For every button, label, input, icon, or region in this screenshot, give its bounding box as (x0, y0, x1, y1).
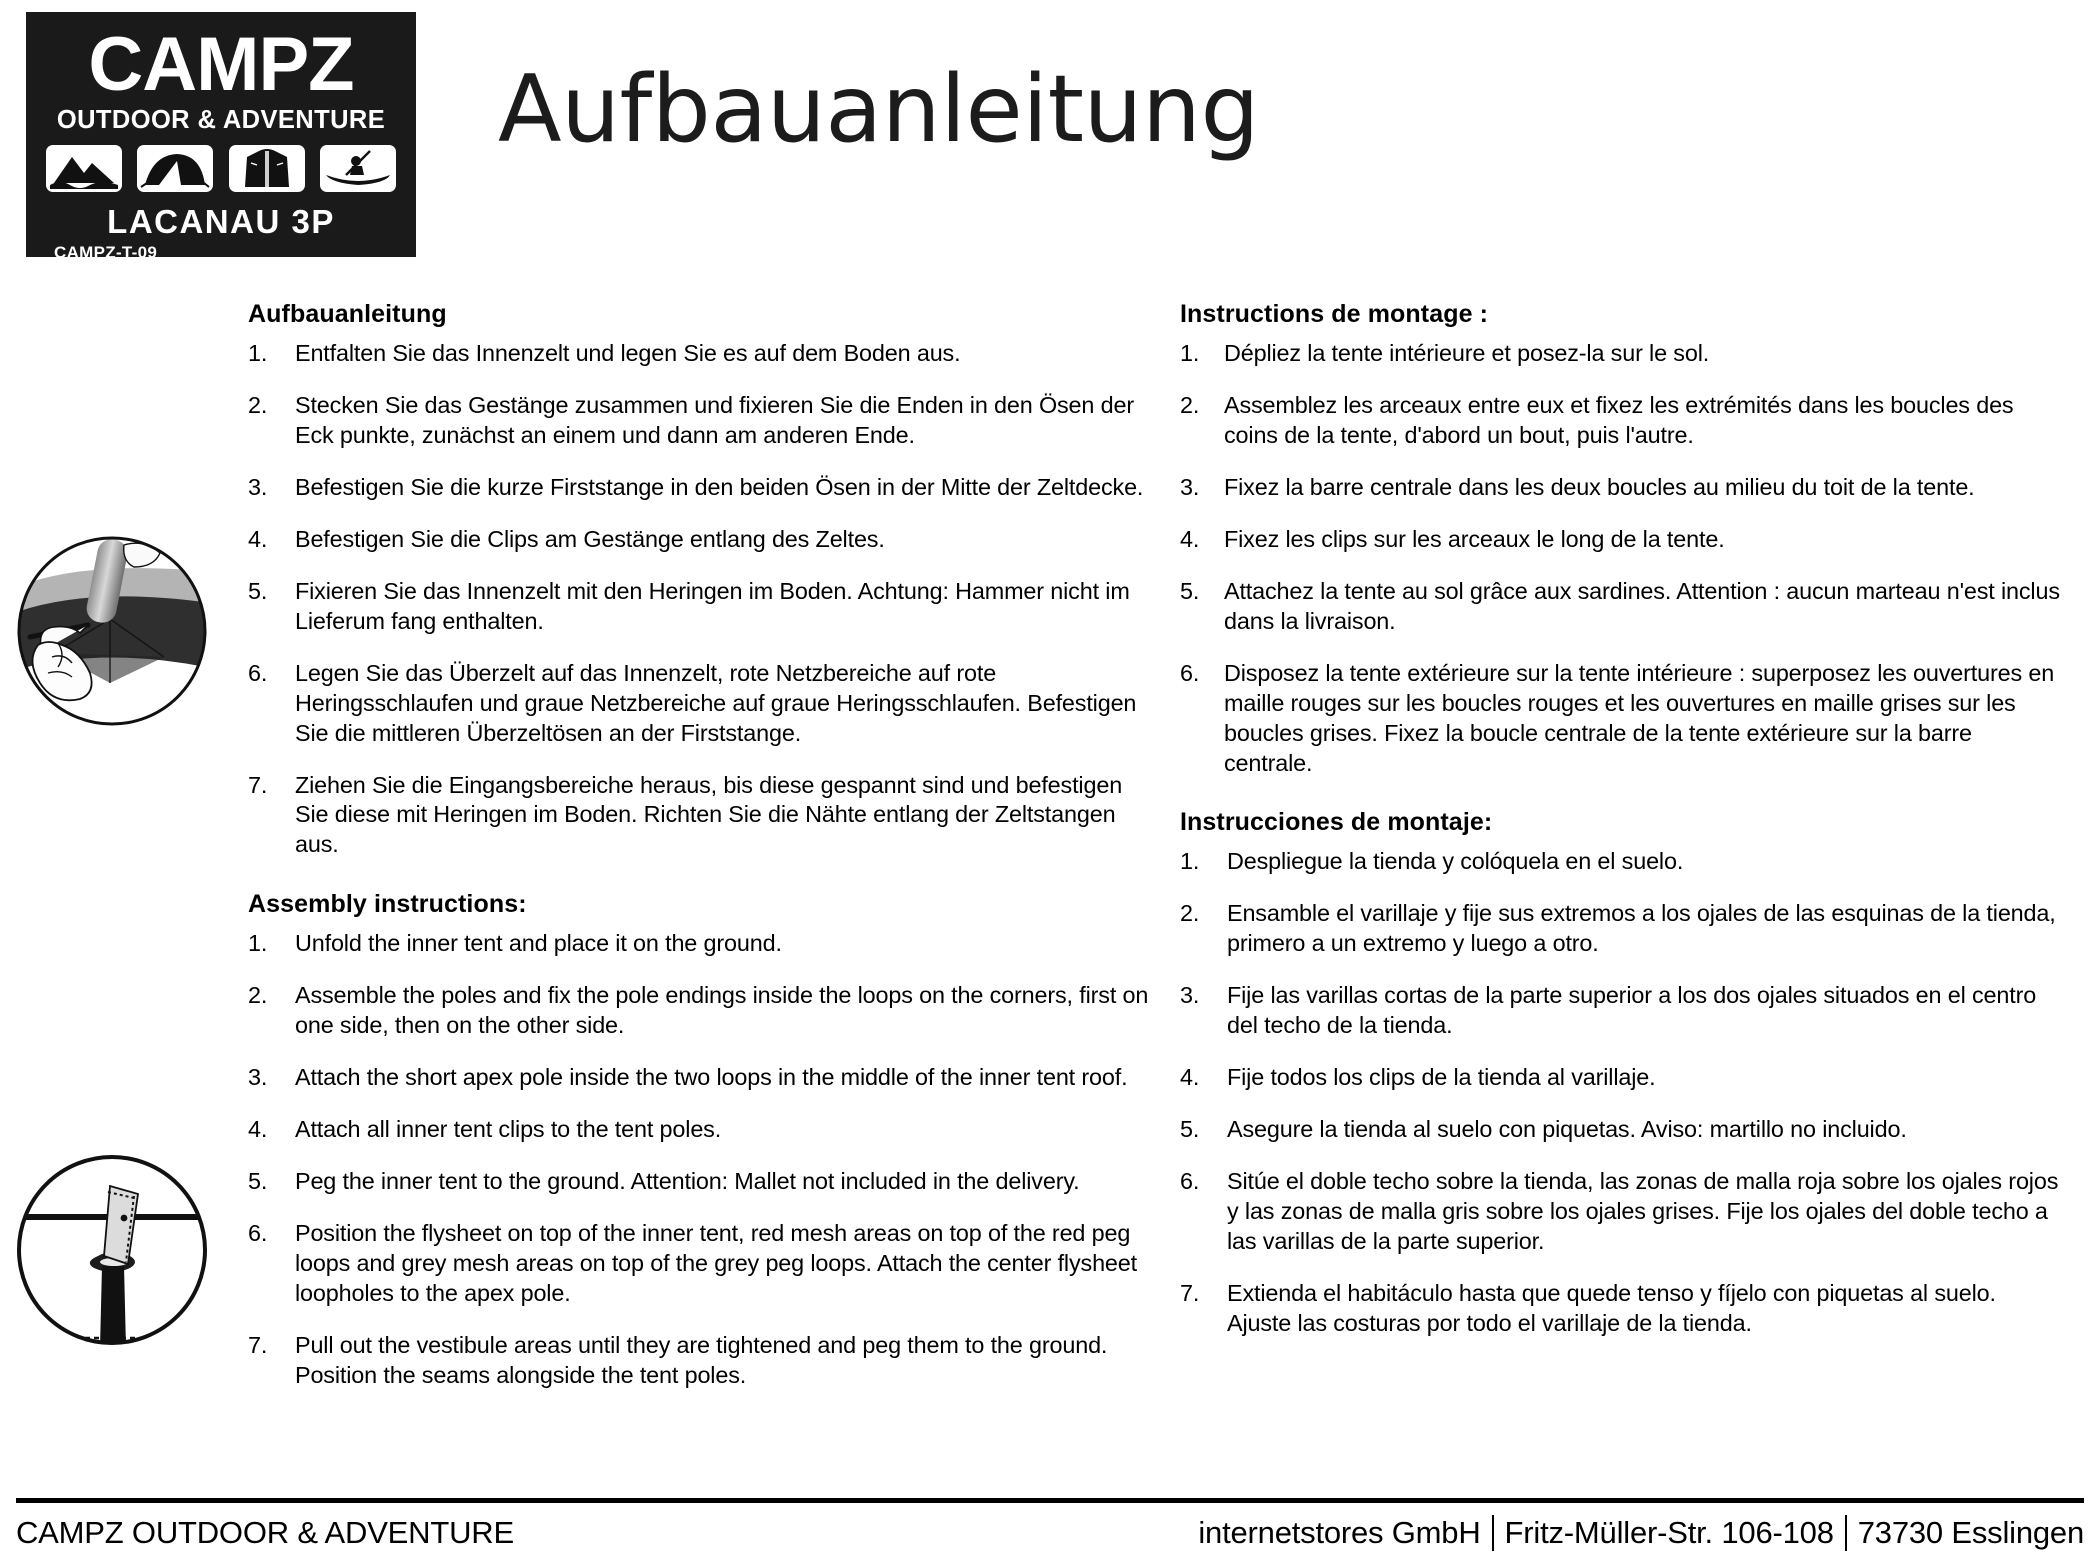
step-item (1180, 473, 2060, 503)
step-text: Attachez la tente au sol grâce aux sardines. Attention : aucun marteau n'est inclus dans la livraison. (1224, 577, 2060, 634)
steps-en (248, 929, 1158, 1390)
step-text: Fixieren Sie das Innenzelt mit den Heringen im Boden. Achtung: Hammer nicht im Lieferum fang enthalten. (295, 577, 1130, 634)
page-title: Aufbauanleitung (498, 55, 1259, 163)
step-text: Fije las varillas cortas de la parte superior a los dos ojales situados en el centro del techo de la tienda. (1227, 982, 2037, 1039)
step-number: 6. (248, 659, 268, 686)
steps-fr (1180, 339, 2060, 778)
step-item (1180, 525, 2060, 555)
step-text: Pull out the vestibule areas until they are tightened and peg them to the ground. Position the seams alongside the tent poles. (295, 1331, 1108, 1388)
step-item (1180, 391, 2060, 451)
step-number: 6. (1180, 659, 1200, 686)
page-header (0, 0, 2100, 270)
step-number: 2. (1180, 391, 1200, 418)
page-footer (16, 1510, 2084, 1555)
step-item (248, 1167, 1158, 1197)
logo-sku: CAMPZ-T-09 (54, 243, 158, 263)
left-column (248, 300, 1158, 1413)
step-item (1180, 1115, 2060, 1145)
jacket-icon (229, 145, 305, 192)
heading-es: Instrucciones de montaje: (1180, 808, 1493, 837)
step-number: 2. (248, 982, 268, 1009)
step-item (248, 525, 1158, 555)
step-item (1180, 981, 2060, 1041)
step-text: Dépliez la tente intérieure et posez-la sur le sol. (1224, 340, 1710, 366)
logo-pictogram-row (44, 145, 398, 192)
step-item (1180, 659, 2060, 779)
step-number: 7. (1180, 1280, 1200, 1307)
step-number: 1. (1180, 848, 1200, 875)
step-text: Fixez les clips sur les arceaux le long de la tente. (1224, 525, 1725, 552)
step-item (1180, 1279, 2060, 1339)
footer-company-details (1198, 1515, 2084, 1551)
pole-clip-attachment-illustration (14, 1152, 210, 1348)
logo-model-name: LACANAU 3P (107, 203, 335, 241)
step-text: Extienda el habitáculo hasta que quede tenso y fíjelo con piquetas al suelo. Ajuste las costuras por todo el varillaje de la tienda. (1227, 1280, 1996, 1336)
step-number: 3. (248, 1064, 268, 1091)
step-number: 5. (248, 577, 268, 604)
step-item (248, 929, 1158, 959)
step-number: 7. (248, 1331, 268, 1358)
footer-separator (1845, 1515, 1847, 1551)
step-text: Attach the short apex pole inside the two loops in the middle of the inner tent roof. (295, 1064, 1128, 1091)
heading-de: Aufbauanleitung (248, 300, 447, 328)
step-item (248, 473, 1158, 503)
step-text: Fixez la barre centrale dans les deux boucles au milieu du toit de la tente. (1224, 473, 1975, 500)
step-text: Befestigen Sie die Clips am Gestänge entlang des Zeltes. (295, 525, 885, 552)
step-number: 2. (1180, 900, 1200, 927)
step-number: 6. (1180, 1168, 1200, 1195)
step-text: Assemble the poles and fix the pole endings inside the loops on the corners, first on one side, then on the other side. (295, 982, 1149, 1039)
heading-fr: Instructions de montage : (1180, 300, 1489, 328)
step-number: 3. (248, 473, 268, 500)
step-item (248, 1331, 1158, 1391)
footer-divider (16, 1498, 2084, 1503)
campz-logo-block (26, 12, 416, 263)
step-text: Fije todos los clips de la tienda al varillaje. (1227, 1064, 1656, 1091)
step-number: 1. (1180, 340, 1200, 366)
step-item (248, 339, 1158, 369)
step-item (1180, 339, 2060, 369)
step-text: Ziehen Sie die Eingangsbereiche heraus, bis diese gespannt sind und befestigen Sie diese mit Heringen im Boden. Richten Sie die Nähte entlang der Zeltstangen aus. (295, 771, 1123, 858)
step-text: Attach all inner tent clips to the tent poles. (295, 1116, 722, 1143)
step-number: 4. (248, 525, 268, 552)
step-item (1180, 577, 2060, 637)
steps-es (1180, 847, 2060, 1338)
step-text: Legen Sie das Überzelt auf das Innenzelt, rote Netzbereiche auf rote Heringsschlaufen und graue Netzbereiche auf graue Heringsschlaufen. Befestigen Sie die mittleren Überzeltösen an der Firststange. (295, 659, 1137, 746)
step-number: 3. (1180, 982, 1200, 1009)
step-item (248, 577, 1158, 637)
mountains-icon (46, 145, 122, 192)
step-item (248, 1115, 1158, 1145)
step-text: Entfalten Sie das Innenzelt und legen Sie es auf dem Boden aus. (295, 340, 961, 366)
step-item (248, 1219, 1158, 1309)
step-text: Unfold the inner tent and place it on the ground. (295, 930, 782, 957)
step-item (248, 1063, 1158, 1093)
step-number: 7. (248, 771, 268, 798)
step-number: 5. (248, 1168, 268, 1195)
logo-tagline: OUTDOOR & ADVENTURE (56, 106, 386, 135)
step-text: Stecken Sie das Gestänge zusammen und fixieren Sie die Enden in den Ösen der Eck punkte, zunächst an einem und dann am anderen Ende. (295, 391, 1134, 448)
logo-wordmark: CAMPZ (88, 22, 354, 107)
footer-city: 73730 Esslingen (1857, 1514, 2084, 1550)
step-text: Despliegue la tienda y colóquela en el suelo. (1227, 848, 1684, 875)
apex-pole-attachment-illustration (14, 533, 210, 729)
step-item (248, 391, 1158, 451)
step-item (248, 981, 1158, 1041)
step-item (1180, 899, 2060, 959)
step-number: 4. (248, 1116, 268, 1143)
footer-brand: CAMPZ OUTDOOR & ADVENTURE (16, 1514, 514, 1550)
step-item (248, 771, 1158, 861)
step-number: 5. (1180, 577, 1200, 604)
footer-company: internetstores GmbH (1198, 1514, 1481, 1550)
footer-street: Fritz-Müller-Str. 106-108 (1504, 1514, 1834, 1550)
step-number: 5. (1180, 1116, 1200, 1143)
step-number: 4. (1180, 525, 1200, 552)
step-item (1180, 1167, 2060, 1257)
step-item (1180, 847, 2060, 877)
step-text: Ensamble el varillaje y fije sus extremos a los ojales de las esquinas de la tienda, primero a un extremo y luego a otro. (1227, 900, 2056, 957)
step-number: 6. (248, 1220, 268, 1247)
step-number: 4. (1180, 1064, 1200, 1091)
step-text: Sitúe el doble techo sobre la tienda, las zonas de malla roja sobre los ojales rojos y las zonas de malla gris sobre los ojales grises. Fije los ojales del doble techo a las varillas de la parte superior. (1227, 1168, 2059, 1255)
step-text: Position the flysheet on top of the inner tent, red mesh areas on top of the red peg loops and grey mesh areas on top of the grey peg loops. Attach the center flysheet loopholes to the apex pole. (295, 1220, 1137, 1307)
step-text: Disposez la tente extérieure sur la tente intérieure : superposez les ouvertures en maille rouges sur les boucles rouges et les ouvertures en maille grises sur les boucles grises. Fixez la boucle centrale de la tente extérieure sur la barre centrale. (1224, 659, 2055, 776)
step-number: 1. (248, 340, 268, 366)
footer-separator (1492, 1515, 1494, 1551)
step-number: 3. (1180, 473, 1200, 500)
step-text: Peg the inner tent to the ground. Attention: Mallet not included in the delivery. (295, 1168, 1080, 1195)
step-text: Assemblez les arceaux entre eux et fixez les extrémités dans les boucles des coins de la tente, d'abord un bout, puis l'autre. (1224, 391, 2014, 448)
step-item (1180, 1063, 2060, 1093)
canoe-icon (320, 145, 396, 192)
right-column (1180, 300, 2060, 1361)
step-text: Befestigen Sie die kurze Firststange in den beiden Ösen in der Mitte der Zeltdecke. (295, 473, 1144, 500)
heading-en: Assembly instructions: (248, 890, 527, 919)
step-text: Asegure la tienda al suelo con piquetas. Aviso: martillo no incluido. (1227, 1116, 1907, 1143)
step-number: 2. (248, 391, 268, 418)
step-number: 1. (248, 930, 268, 957)
step-item (248, 659, 1158, 749)
steps-de (248, 339, 1158, 860)
tent-icon (137, 145, 213, 192)
